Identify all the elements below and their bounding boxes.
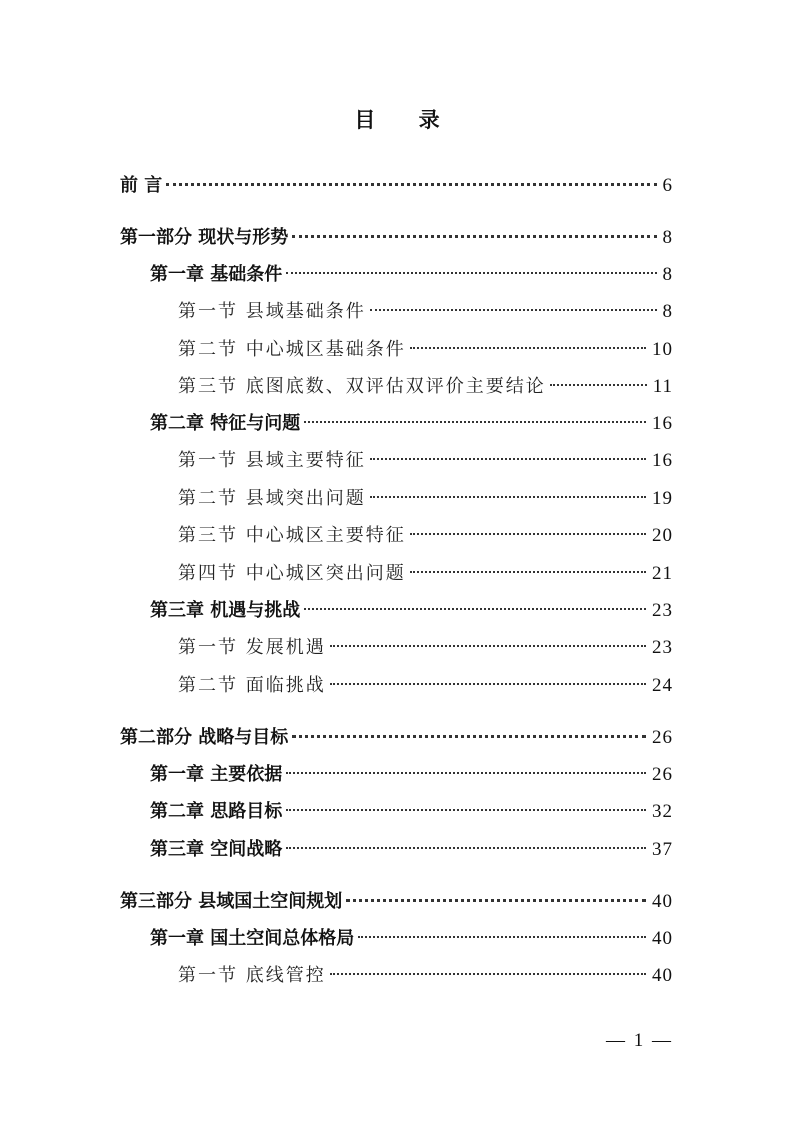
toc-dot-leader	[550, 384, 647, 386]
toc-dot-leader	[304, 608, 646, 610]
toc-dot-leader	[292, 735, 646, 738]
toc-dot-leader	[166, 183, 656, 186]
toc-dot-leader	[410, 571, 646, 573]
toc-entry[interactable]	[178, 336, 673, 364]
toc-entry-label: 第二节 县域突出问题	[178, 488, 366, 509]
toc-entry-page-number: 10	[652, 339, 673, 360]
toc-entry-page-number: 23	[652, 637, 673, 658]
toc-entry[interactable]	[150, 261, 673, 289]
toc-entry[interactable]	[178, 522, 673, 550]
toc-entry-page-number: 37	[652, 839, 673, 860]
toc-entry[interactable]	[150, 925, 673, 953]
toc-dot-leader	[286, 272, 656, 274]
toc-entry-page-number: 16	[652, 413, 673, 434]
toc-entry-page-number: 24	[652, 675, 673, 696]
toc-entry[interactable]	[150, 410, 673, 438]
toc-dot-leader	[410, 533, 646, 535]
toc-entry-page-number: 26	[652, 764, 673, 785]
toc-dot-leader	[370, 458, 646, 460]
toc-entry-label: 第一部分 现状与形势	[120, 227, 289, 248]
toc-entry-label: 第二部分 战略与目标	[120, 727, 289, 748]
toc-entry-label: 第一节 底线管控	[178, 965, 326, 986]
toc-entry-page-number: 40	[652, 928, 673, 949]
toc-entry[interactable]	[150, 836, 673, 864]
toc-entry[interactable]	[150, 798, 673, 826]
toc-dot-leader	[346, 899, 646, 902]
toc-entry-page-number: 40	[652, 965, 673, 986]
toc-entry-label: 第一章 主要依据	[150, 764, 283, 785]
toc-entry-label: 第三章 空间战略	[150, 839, 283, 860]
toc-entry-page-number: 40	[652, 891, 673, 912]
toc-entry[interactable]	[120, 224, 673, 252]
toc-entry-label: 第三节 底图底数、双评估双评价主要结论	[178, 376, 546, 397]
toc-entry-page-number: 20	[652, 525, 673, 546]
toc-entry-page-number: 21	[652, 563, 673, 584]
toc-entry-page-number: 6	[662, 175, 673, 196]
toc-entry[interactable]	[178, 962, 673, 990]
page-title: 目 录	[354, 108, 458, 132]
toc-entry-label: 第三部分 县域国土空间规划	[120, 891, 343, 912]
toc-entry[interactable]	[150, 597, 673, 625]
toc-entry-label: 第三节 中心城区主要特征	[178, 525, 406, 546]
toc-dot-leader	[410, 347, 646, 349]
toc-entry-page-number: 8	[662, 301, 673, 322]
toc-dot-leader	[286, 847, 646, 849]
toc-entry[interactable]	[120, 724, 673, 752]
toc-entry-label: 前 言	[120, 175, 163, 196]
page-number: — 1 —	[606, 1030, 673, 1051]
toc-dot-leader	[370, 496, 646, 498]
toc-dot-leader	[304, 421, 646, 423]
toc-entry-label: 第二节 面临挑战	[178, 675, 326, 696]
toc-entry-label: 第一章 国土空间总体格局	[150, 928, 355, 949]
toc-dot-leader	[358, 936, 646, 938]
toc-dot-leader	[286, 809, 646, 811]
toc-entry-page-number: 32	[652, 801, 673, 822]
toc-entry[interactable]	[178, 447, 673, 475]
toc-dot-leader	[286, 772, 646, 774]
toc-entry-page-number: 23	[652, 600, 673, 621]
toc-entry-label: 第二节 中心城区基础条件	[178, 339, 406, 360]
toc-entry[interactable]	[178, 634, 673, 662]
toc-dot-leader	[330, 683, 646, 685]
toc-entry-label: 第一节 发展机遇	[178, 637, 326, 658]
toc-entry-label: 第一节 县域基础条件	[178, 301, 366, 322]
toc-entry[interactable]	[120, 172, 673, 200]
toc-entry-label: 第三章 机遇与挑战	[150, 600, 301, 621]
toc-entry[interactable]	[178, 373, 673, 401]
toc-entry-page-number: 19	[652, 488, 673, 509]
toc-entry-page-number: 11	[652, 376, 673, 397]
toc-entry-label: 第二章 思路目标	[150, 801, 283, 822]
toc-entry-label: 第二章 特征与问题	[150, 413, 301, 434]
toc-entry[interactable]	[178, 560, 673, 588]
toc-entry[interactable]	[178, 485, 673, 513]
toc-dot-leader	[330, 645, 646, 647]
toc-dot-leader	[292, 235, 656, 238]
toc-entry-page-number: 26	[652, 727, 673, 748]
toc-entry-label: 第一章 基础条件	[150, 264, 283, 285]
toc-entry-label: 第四节 中心城区突出问题	[178, 563, 406, 584]
toc-entry[interactable]	[120, 888, 673, 916]
toc-dot-leader	[370, 309, 657, 311]
toc-dot-leader	[330, 973, 646, 975]
toc-entry-page-number: 8	[662, 227, 673, 248]
toc-entry[interactable]	[178, 298, 673, 326]
toc-entry[interactable]	[178, 672, 673, 700]
toc-entry-page-number: 8	[662, 264, 673, 285]
toc-entry-label: 第一节 县域主要特征	[178, 450, 366, 471]
toc-entry-page-number: 16	[652, 450, 673, 471]
toc-entry[interactable]	[150, 761, 673, 789]
